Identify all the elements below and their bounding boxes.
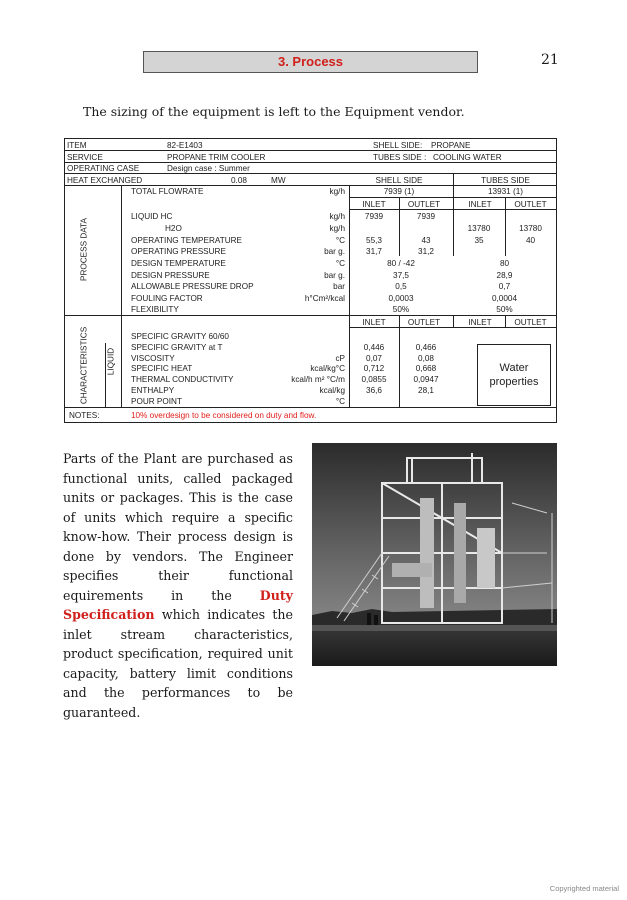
process-row-shell-inlet: 55,3 — [366, 235, 382, 245]
merged-row-label: DESIGN TEMPERATURE — [131, 259, 226, 268]
char-row-shell-outlet: 0,668 — [415, 364, 437, 374]
packaged-unit-photo — [312, 443, 557, 666]
heat-exchanged-unit: MW — [271, 176, 286, 185]
process-row-shell-outlet: 43 — [421, 235, 431, 245]
grid-line — [399, 315, 400, 407]
merged-row-shell: 0,5 — [395, 282, 407, 292]
grid-line — [65, 315, 556, 316]
item-label: ITEM — [67, 141, 87, 150]
grid-line — [399, 197, 400, 256]
process-row-shell-outlet: 31,2 — [418, 247, 434, 257]
merged-row-unit: °C — [335, 259, 345, 268]
water-properties-box: Water properties — [477, 344, 551, 406]
char-row-unit: kcal/h m² °C/m — [291, 375, 345, 385]
grid-line — [65, 162, 556, 163]
total-flowrate-unit: kg/h — [329, 187, 345, 196]
section-header: 3. Process — [143, 51, 478, 73]
grid-line — [453, 173, 454, 256]
merged-row-label: FOULING FACTOR — [131, 293, 203, 303]
char-row-unit: °C — [335, 396, 345, 406]
process-row-tubes-inlet: 35 — [474, 235, 484, 245]
process-row-label: H2O — [165, 223, 182, 233]
process-row-tubes-outlet: 13780 — [519, 223, 542, 233]
merged-row-tubes: 80 — [499, 259, 510, 268]
char-row-label: ENTHALPY — [131, 386, 175, 395]
char-row-shell-inlet: 0,07 — [366, 353, 382, 363]
total-flowrate-label: TOTAL FLOWRATE — [131, 187, 204, 196]
grid-line — [505, 197, 506, 256]
operating-case-label: OPERATING CASE — [67, 164, 140, 173]
tubes-side-value: COOLING WATER — [433, 153, 502, 162]
operating-case-value: Design case : Summer — [167, 164, 250, 173]
grid-line — [65, 407, 556, 408]
process-data-label: PROCESS DATA — [79, 218, 89, 281]
process-row-label: LIQUID HC — [131, 212, 173, 221]
duty-specification-term: Duty Specification — [63, 587, 293, 622]
shell-side-value: PROPANE — [431, 141, 471, 150]
merged-row-tubes: 28,9 — [496, 270, 513, 280]
grid-line — [65, 150, 556, 151]
liquid-label: LIQUID — [106, 347, 116, 376]
merged-row-unit: h°Cm²/kcal — [304, 293, 345, 303]
total-flowrate-tubes: 13931 (1) — [487, 187, 524, 196]
grid-line — [505, 315, 506, 327]
grid-line — [349, 185, 350, 407]
char-shell-outlet-header: OUTLET — [407, 318, 441, 327]
char-row-label: THERMAL CONDUCTIVITY — [131, 375, 234, 385]
shell-side-label: SHELL SIDE: — [373, 141, 423, 150]
char-tubes-inlet-header: INLET — [468, 318, 492, 327]
tubes-inlet-header: INLET — [468, 200, 492, 209]
service-label: SERVICE — [67, 153, 103, 162]
service-value: PROPANE TRIM COOLER — [167, 153, 266, 162]
process-row-unit: bar g. — [324, 247, 345, 257]
char-row-shell-outlet: 0,0947 — [413, 375, 439, 385]
char-row-unit: kcal/kg°C — [310, 364, 345, 374]
grid-line — [121, 185, 122, 407]
grid-line — [349, 327, 556, 328]
grid-line — [105, 343, 106, 407]
total-flowrate-shell: 7939 (1) — [383, 187, 415, 196]
process-row-unit: kg/h — [329, 223, 345, 233]
merged-row-tubes: 50% — [496, 305, 513, 315]
process-row-shell-outlet: 7939 — [416, 212, 436, 221]
char-row-label: POUR POINT — [131, 396, 182, 406]
notes-value: 10% overdesign to be considered on duty and flow. — [131, 411, 317, 420]
tubes-side-label: TUBES SIDE : — [373, 153, 427, 162]
process-row-shell-inlet: 31,7 — [366, 247, 382, 257]
char-row-shell-inlet: 0,446 — [363, 342, 385, 352]
merged-row-shell: 50% — [392, 305, 410, 315]
char-row-label: SPECIFIC GRAVITY at T — [131, 342, 223, 352]
char-row-shell-inlet: 0,0855 — [361, 375, 387, 385]
char-tubes-outlet-header: OUTLET — [514, 318, 547, 327]
body-paragraph — [63, 449, 293, 722]
char-row-shell-outlet: 0,08 — [418, 353, 434, 363]
merged-row-label: FLEXIBILITY — [131, 305, 179, 315]
char-row-unit: cP — [335, 353, 345, 363]
process-row-unit: kg/h — [329, 212, 345, 221]
shell-outlet-header: OUTLET — [407, 200, 441, 209]
shell-side-header: SHELL SIDE — [375, 176, 423, 185]
tubes-outlet-header: OUTLET — [514, 200, 547, 209]
merged-row-shell: 37,5 — [393, 270, 409, 280]
grid-line — [453, 315, 454, 327]
copyright-notice: Copyrighted material — [549, 884, 619, 893]
char-shell-inlet-header: INLET — [362, 318, 386, 327]
merged-row-unit: bar — [333, 282, 345, 292]
body-text-before: Parts of the Plant are purchased as functional units, called packaged units or packages. This is the case of units which require a specific know-how. Their process design is done by vendors. The Engineer specifies their functional equirements in the — [63, 451, 293, 603]
char-row-shell-inlet: 0,712 — [363, 364, 385, 374]
process-row-label: OPERATING TEMPERATURE — [131, 235, 242, 245]
char-row-shell-inlet: 36,6 — [366, 386, 382, 395]
char-row-unit: kcal/kg — [319, 386, 345, 395]
exchanger-datasheet — [64, 138, 557, 423]
merged-row-unit: bar g. — [324, 270, 345, 280]
char-row-label: SPECIFIC GRAVITY 60/60 — [131, 332, 229, 341]
characteristics-label: CHARACTERISTICS — [79, 326, 89, 405]
body-text-after: which indicates the inlet stream characteristics, product specification, required unit capacity, battery limit conditions and the performances to be guaranteed. — [63, 607, 293, 720]
merged-row-label: ALLOWABLE PRESSURE DROP — [131, 282, 254, 292]
process-row-shell-inlet: 7939 — [364, 212, 384, 221]
notes-label: NOTES: — [69, 411, 100, 420]
process-row-tubes-inlet: 13780 — [467, 223, 491, 233]
heat-exchanged-value: 0.08 — [231, 176, 247, 185]
char-row-label: SPECIFIC HEAT — [131, 364, 193, 374]
heat-exchanged-label: HEAT EXCHANGED — [67, 176, 143, 185]
merged-row-label: DESIGN PRESSURE — [131, 270, 210, 280]
tubes-side-header: TUBES SIDE — [481, 176, 530, 185]
merged-row-shell: 0,0003 — [388, 293, 414, 303]
intro-text: The sizing of the equipment is left to the Equipment vendor. — [83, 104, 465, 119]
grid-line — [65, 173, 556, 174]
char-row-shell-outlet: 0,466 — [415, 342, 437, 352]
process-row-unit: °C — [335, 235, 345, 245]
process-row-tubes-outlet: 40 — [525, 235, 536, 245]
item-value: 82-E1403 — [167, 141, 203, 150]
char-row-label: VISCOSITY — [131, 353, 175, 363]
merged-row-tubes: 0,7 — [498, 282, 511, 292]
shell-inlet-header: INLET — [362, 200, 386, 209]
char-row-shell-outlet: 28,1 — [418, 386, 434, 395]
grid-line — [65, 185, 556, 186]
merged-row-tubes: 0,0004 — [491, 293, 518, 303]
merged-row-shell: 80 / -42 — [387, 259, 415, 268]
page-number: 21 — [541, 52, 559, 68]
process-row-label: OPERATING PRESSURE — [131, 247, 226, 257]
